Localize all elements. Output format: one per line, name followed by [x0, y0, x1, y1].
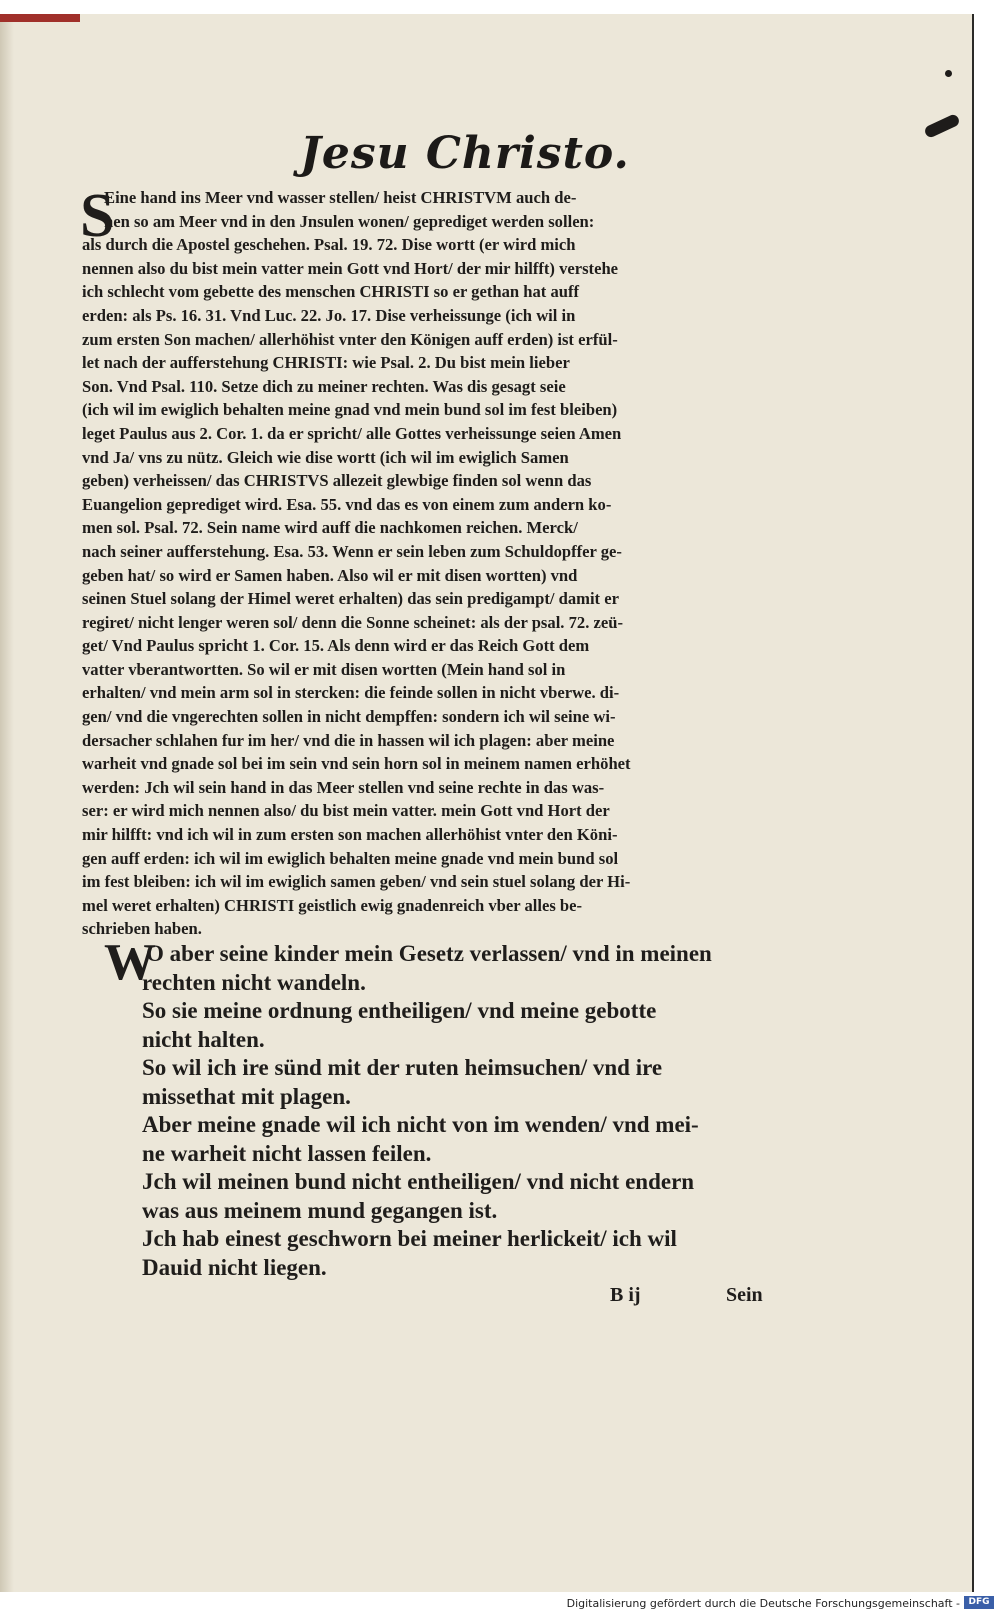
commentary-drop-cap: S — [80, 182, 115, 250]
page-gutter-shadow — [0, 14, 14, 1592]
commentary-block — [80, 182, 772, 941]
psalm-line: ne warheit nicht lassen feilen. — [142, 1140, 432, 1166]
commentary-line: schrieben haben. — [82, 919, 202, 939]
psalm-line: Dauid nicht liegen. — [142, 1254, 327, 1280]
psalm-line: Jch wil meinen bund nicht entheiligen/ vnd nicht endern — [142, 1169, 695, 1194]
commentary-line: geben) verheissen/ das CHRISTVS allezeit glewbige finden sol wenn das — [82, 471, 592, 491]
commentary-line: leget Paulus aus 2. Cor. 1. da er spricht/ alle Gottes verheissunge seien Amen — [82, 423, 622, 443]
psalm-line: Aber meine gnade wil ich nicht von im wenden/ vnd mei- — [142, 1112, 699, 1137]
commentary-line: mel weret erhalten) CHRISTI geistlich ewig gnadenreich vber alles be- — [82, 895, 583, 915]
commentary-line: get/ Vnd Paulus spricht 1. Cor. 15. Als denn wird er das Reich Gott dem — [82, 636, 590, 656]
psalm-line: So sie meine ordnung entheiligen/ vnd meine gebotte — [142, 998, 657, 1023]
psalm-line: So wil ich ire sünd mit der ruten heimsuchen/ vnd ire — [142, 1055, 663, 1080]
commentary-line: gen auff erden: ich wil im ewiglich behalten meine gnade vnd mein bund sol — [82, 848, 619, 868]
psalm-line: nicht halten. — [142, 1026, 265, 1052]
commentary-line: nennen also du bist mein vatter mein Gott vnd Hort/ der mir hilfft) verstehe — [82, 258, 619, 278]
psalm-line: Jch hab einest geschworn bei meiner herlickeit/ ich wil — [142, 1226, 677, 1251]
commentary-line: Euangelion geprediget wird. Esa. 55. vnd das es von einem zum andern ko- — [82, 494, 612, 514]
commentary-line: als durch die Apostel geschehen. Psal. 19. 72. Dise wortt (er wird mich — [82, 235, 576, 255]
psalm-line: was aus meinem mund gegangen ist. — [142, 1197, 498, 1223]
commentary-line: let nach der aufferstehung CHRISTI: wie Psal. 2. Du bist mein lieber — [82, 353, 570, 373]
commentary-line: regiret/ nicht lenger weren sol/ denn die Sonne scheinet: als der psal. 72. zeü- — [82, 612, 623, 632]
psalm-block — [142, 940, 782, 1282]
commentary-line: nen so am Meer vnd in den Jnsulen wonen/ geprediget werden sollen: — [104, 211, 595, 231]
commentary-line: erden: als Ps. 16. 31. Vnd Luc. 22. Jo. 17. Dise verheissunge (ich wil in — [82, 305, 576, 325]
commentary-line: vatter vberantwortten. So wil er mit disen wortten (Mein hand sol in — [82, 659, 566, 679]
signature-mark: B ij — [610, 1284, 641, 1306]
commentary-line: zum ersten Son machen/ allerhöhist vnter den Königen auff erden) ist erfül- — [82, 329, 618, 349]
commentary-line: nach seiner aufferstehung. Esa. 53. Wenn er sein leben zum Schuldopffer ge- — [82, 541, 622, 561]
commentary-line: dersacher schlahen fur im her/ vnd die in hassen wil ich plagen: aber meine — [82, 730, 615, 750]
psalm-initial: W — [104, 934, 156, 991]
commentary-line: mir hilfft: vnd ich wil in zum ersten son machen allerhöhist vnter den Köni- — [82, 825, 618, 845]
dfg-logo: DFG — [964, 1596, 994, 1609]
commentary-line: Eine hand ins Meer vnd wasser stellen/ heist CHRISTVM auch de- — [104, 188, 577, 207]
commentary-line: seinen Stuel solang der Himel weret erhalten) das sein predigampt/ damit er — [82, 589, 619, 609]
commentary-line: (ich wil im ewiglich behalten meine gnad vnd mein bund sol im fest bleiben) — [82, 400, 618, 420]
commentary-line: warheit vnd gnade sol bei im sein vnd sein horn sol in meinem namen erhöhet — [82, 754, 631, 774]
commentary-line: geben hat/ so wird er Samen haben. Also wil er mit disen wortten) vnd — [82, 565, 578, 585]
commentary-line: ich schlecht vom gebette des menschen CHRISTI so er gethan hat auff — [82, 282, 580, 302]
ink-spot — [945, 70, 952, 77]
commentary-line: men sol. Psal. 72. Sein name wird auff die nachkomen reichen. Merck/ — [82, 518, 578, 538]
commentary-line: werden: Jch wil sein hand in das Meer stellen vnd seine rechte in das was- — [82, 777, 605, 797]
commentary-line: Son. Vnd Psal. 110. Setze dich zu meiner rechten. Was dis gesagt seie — [82, 376, 566, 396]
binding-edge — [0, 14, 80, 22]
commentary-line: ser: er wird mich nennen also/ du bist mein vatter. mein Gott vnd Hort der — [82, 801, 610, 821]
commentary-line: im fest bleiben: ich wil im ewiglich samen geben/ vnd sein stuel solang der Hi- — [82, 872, 631, 892]
commentary-line: erhalten/ vnd mein arm sol in stercken: die feinde sollen in nicht vberwe. di- — [82, 683, 620, 703]
funding-notice: Digitalisierung gefördert durch die Deutsche Forschungsgemeinschaft - — [566, 1597, 960, 1610]
psalm-line: missethat mit plagen. — [142, 1083, 351, 1109]
commentary-line: vnd Ja/ vns zu nütz. Gleich wie dise wortt (ich wil im ewiglich Samen — [82, 447, 569, 467]
psalm-line: O aber seine kinder mein Gesetz verlassen/ vnd in meinen — [146, 941, 712, 966]
catchword: Sein — [726, 1284, 763, 1306]
running-head: Jesu Christo. — [300, 128, 630, 179]
commentary-line: gen/ vnd die vngerechten sollen in nicht dempffen: sondern ich wil seine wi- — [82, 707, 616, 727]
psalm-line: rechten nicht wandeln. — [142, 969, 366, 995]
